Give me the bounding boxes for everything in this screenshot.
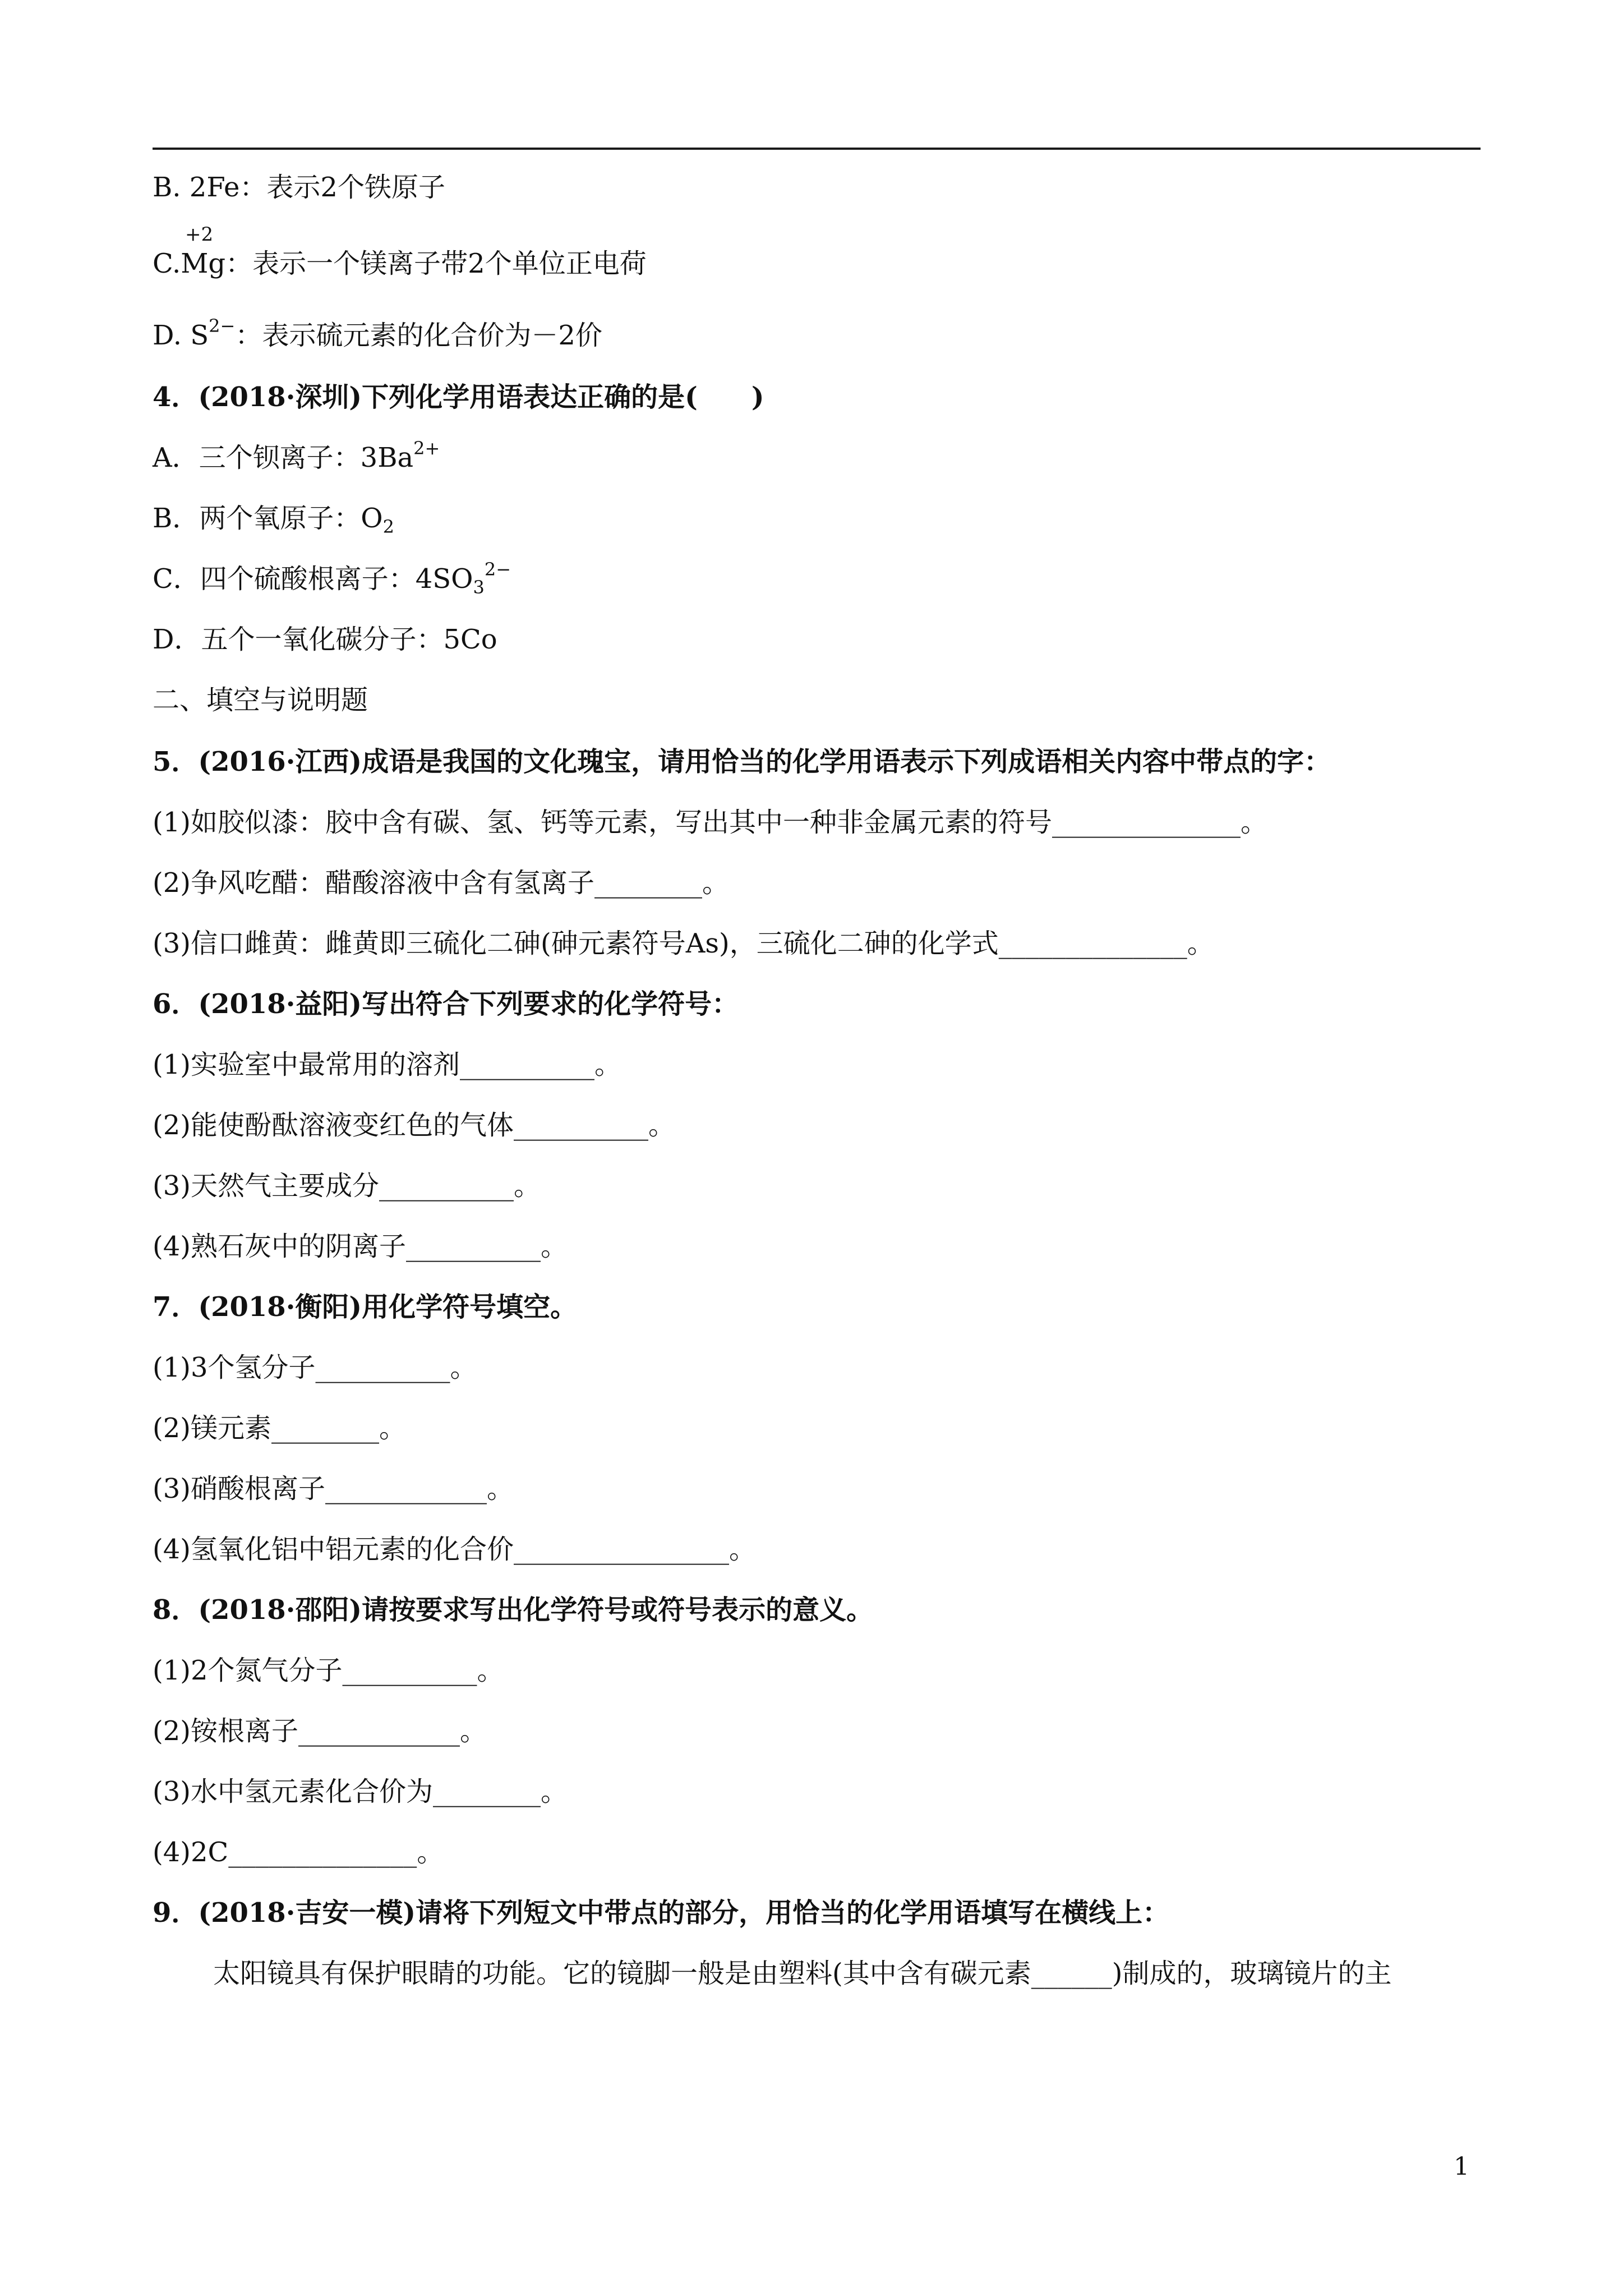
q4-option-a: A．三个钡离子：$3Ba^{2+}$: [153, 438, 440, 473]
q3-option-b: B. 2Fe：表示2个铁原子: [153, 172, 445, 203]
q6-item: (3)天然气主要成分__________。: [153, 1170, 541, 1202]
q7-item: (3)硝酸根离子____________。: [153, 1473, 514, 1504]
q4-option-d: D．五个一氧化碳分子：5Co: [153, 624, 497, 655]
q4-stem: 4．(2018·深圳)下列化学用语表达正确的是( ): [153, 381, 764, 413]
q5-item: (3)信口雌黄：雌黄即三硫化二砷(砷元素符号As)，三硫化二砷的化学式______________。: [153, 928, 1214, 959]
q6-stem: 6．(2018·益阳)写出符合下列要求的化学符号：: [153, 988, 739, 1020]
q7-item: (1)3个氢分子__________。: [153, 1352, 477, 1383]
q9-stem: 9．(2018·吉安一模)请将下列短文中带点的部分，用恰当的化学用语填写在横线上：: [153, 1897, 1170, 1929]
q3-option-c: C.Mg：表示一个镁离子带2个单位正电荷: [153, 248, 647, 279]
q9-text: 太阳镜具有保护眼睛的功能。它的镜脚一般是由塑料(其中含有碳元素______)制成的，玻璃镜片的主: [213, 1958, 1392, 1989]
q8-stem: 8．(2018·邵阳)请按要求写出化学符号或符号表示的意义。: [153, 1594, 874, 1626]
q6-item: (2)能使酚酞溶液变红色的气体__________。: [153, 1110, 675, 1141]
q7-item: (2)镁元素________。: [153, 1412, 406, 1444]
page-number: 1: [1454, 2152, 1469, 2181]
section-heading: 二、填空与说明题: [153, 684, 368, 716]
q3-option-d: D. $S^{2-}$：表示硫元素的化合价为－2价: [153, 315, 602, 351]
q6-item: (1)实验室中最常用的溶剂__________。: [153, 1049, 621, 1080]
q8-item: (2)铵根离子____________。: [153, 1715, 487, 1747]
q7-stem: 7．(2018·衡阳)用化学符号填空。: [153, 1291, 578, 1323]
q7-item: (4)氢氧化铝中铝元素的化合价________________。: [153, 1534, 756, 1565]
q8-item: (4)2C______________。: [153, 1837, 444, 1868]
q4-option-b: B．两个氧原子：$O_2$: [153, 503, 394, 537]
q4-option-c: C．四个硫酸根离子：$4SO_3^{2-}$: [153, 559, 511, 598]
q5-item: (1)如胶似漆：胶中含有碳、氢、钙等元素，写出其中一种非金属元素的符号______________。: [153, 807, 1267, 838]
q3-option-c-valence-mark: +2: [185, 223, 214, 246]
q8-item: (3)水中氢元素化合价为________。: [153, 1776, 568, 1807]
q5-item: (2)争风吃醋：醋酸溶液中含有氢离子________。: [153, 867, 729, 899]
header-rule: [153, 148, 1481, 150]
q6-item: (4)熟石灰中的阴离子__________。: [153, 1231, 568, 1262]
q8-item: (1)2个氮气分子__________。: [153, 1655, 504, 1686]
q5-stem: 5．(2016·江西)成语是我国的文化瑰宝，请用恰当的化学用语表示下列成语相关内容中带点的字：: [153, 746, 1331, 777]
